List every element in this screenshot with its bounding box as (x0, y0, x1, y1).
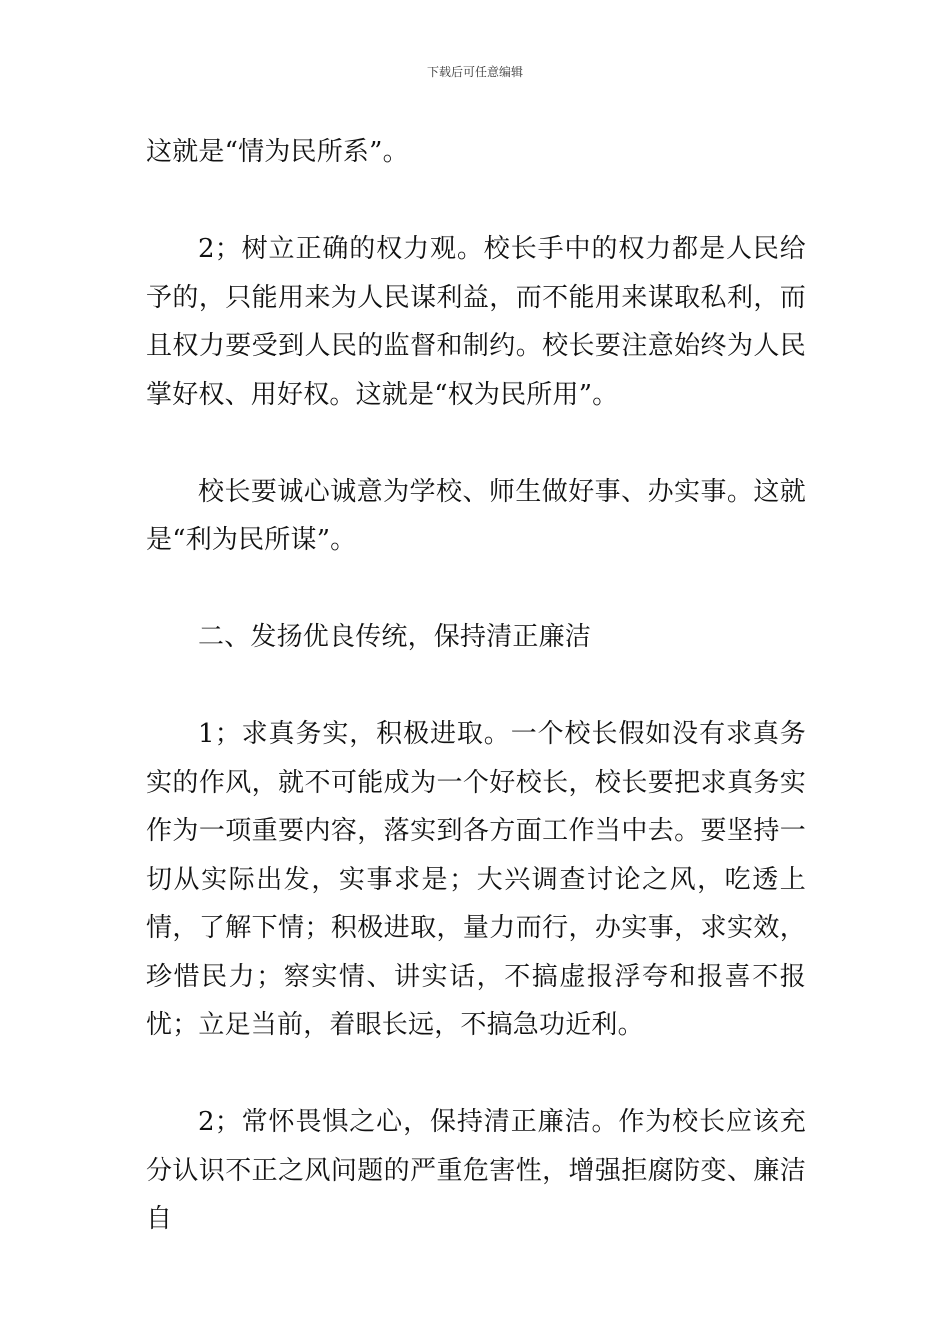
page-header-note: 下载后可任意编辑 (426, 65, 523, 79)
paragraph-6: 2；常怀畏惧之心，保持清正廉洁。作为校长应该充分认识不正之风问题的严重危害性，增强拒腐防变、廉洁自 (146, 1107, 806, 1234)
section-heading: 二、发扬优良传统，保持清正廉洁 (198, 622, 592, 652)
paragraph-gap (146, 565, 806, 614)
document-body (146, 128, 806, 1244)
paragraph-1: 这就是“情为民所系”。 (146, 137, 409, 167)
paragraph-5: 1；求真务实，积极进取。一个校长假如没有求真务实的作风，就不可能成为一个好校长，校长要把求真务实作为一项重要内容，落实到各方面工作当中去。要坚持一切从实际出发，实事求是；大兴调查讨论之风，吃透上情，了解下情；积极进取，量力而行，办实事，求实效，珍惜民力；察实情、讲实话，不搞虚报浮夸和报喜不报忧；立足当前，着眼长远，不搞急功近利。 (146, 719, 806, 1040)
paragraph-gap (146, 662, 806, 711)
paragraph-gap (146, 419, 806, 468)
paragraph-2: 2；树立正确的权力观。校长手中的权力都是人民给予的，只能用来为人民谋利益，而不能用来谋取私利，而且权力要受到人民的监督和制约。校长要注意始终为人民掌好权、用好权。这就是“权为民所用”。 (146, 234, 806, 410)
paragraph-gap (146, 177, 806, 226)
paragraph-3: 校长要诚心诚意为学校、师生做好事、办实事。这就是“利为民所谋”。 (146, 476, 806, 555)
paragraph-gap (146, 1050, 806, 1099)
